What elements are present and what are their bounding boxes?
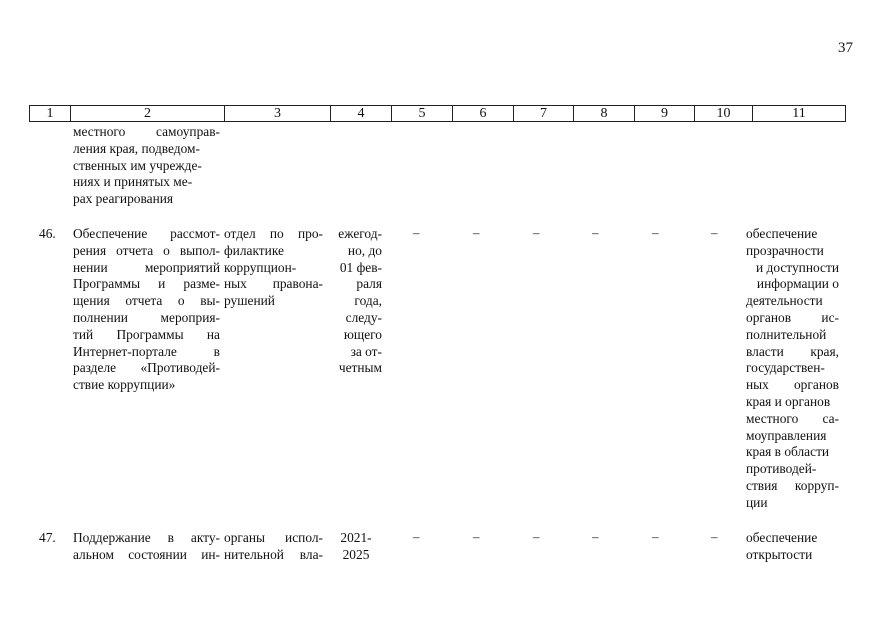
continuation-description	[73, 124, 220, 208]
text-line: моуправления	[746, 427, 827, 443]
text-line: ниях и принятых ме-	[73, 174, 193, 190]
header-col-1: 1	[30, 106, 71, 121]
text-line: ции	[746, 494, 768, 510]
text-line: обеспечение	[746, 530, 818, 545]
row-47-col5-dash: –	[413, 529, 420, 544]
row-47-col10-dash: –	[711, 529, 718, 544]
header-col-8: 8	[574, 106, 635, 121]
text-line: альном состоянии ин-	[73, 546, 220, 562]
header-col-4: 4	[331, 106, 392, 121]
text-line: Интернет-портале в	[73, 343, 220, 359]
text-line: четным	[338, 360, 382, 376]
text-line: ления края, подведом-	[73, 140, 200, 156]
text-line: за от-	[350, 343, 382, 359]
row-46-result	[746, 226, 839, 512]
header-col-6: 6	[453, 106, 514, 121]
text-line: отдел по про-	[224, 226, 323, 241]
text-line: ных органов	[746, 377, 839, 393]
text-line: Программы и разме-	[73, 276, 220, 292]
row-46-col9-dash: –	[652, 225, 659, 240]
row-46-col10-dash: –	[711, 225, 718, 240]
text-line: тий Программы на	[73, 326, 220, 342]
text-line: органов ис-	[746, 309, 839, 325]
row-47-description	[73, 530, 220, 564]
row-46-description	[73, 226, 220, 394]
row-47-col6-dash: –	[473, 529, 480, 544]
row-46-deadline	[326, 226, 382, 377]
text-line: власти края,	[746, 343, 839, 359]
row-46-number: 46.	[39, 226, 56, 241]
header-col-10: 10	[695, 106, 753, 121]
text-line: ствие коррупции»	[73, 377, 176, 393]
header-col-7: 7	[514, 106, 574, 121]
text-line: ственных им учрежде-	[73, 157, 202, 173]
text-line: ных правона-	[224, 276, 323, 292]
row-46-col7-dash: –	[533, 225, 540, 240]
text-line: полнении мероприя-	[73, 309, 220, 325]
text-line: открытости	[746, 546, 813, 562]
text-line: но, до	[347, 242, 382, 258]
text-line: 2021-	[340, 530, 372, 545]
text-line: коррупцион-	[224, 259, 297, 275]
row-47-col8-dash: –	[592, 529, 599, 544]
text-line: и доступности	[756, 259, 839, 275]
text-line: рах реагирования	[73, 191, 174, 207]
row-47-col7-dash: –	[533, 529, 540, 544]
text-line: края и органов	[746, 393, 831, 409]
text-line: нительной вла-	[224, 546, 323, 562]
header-col-2: 2	[71, 106, 225, 121]
text-line: рения отчета о выпол-	[73, 242, 220, 258]
header-col-11: 11	[792, 106, 806, 121]
row-46-col8-dash: –	[592, 225, 599, 240]
row-47-deadline	[326, 530, 386, 564]
header-col-5: 5	[392, 106, 453, 121]
header-col-9: 9	[635, 106, 695, 121]
text-line: филактике	[224, 242, 284, 258]
text-line: разделе «Противодей-	[73, 360, 220, 376]
text-line: щения отчета о вы-	[73, 293, 220, 309]
text-line: раля	[356, 276, 382, 292]
row-46-col5-dash: –	[413, 225, 420, 240]
table-header	[29, 105, 846, 122]
text-line: ющего	[343, 326, 382, 342]
text-line: ежегод-	[338, 226, 382, 241]
text-line: государствен-	[746, 360, 825, 376]
text-line: обеспечение	[746, 226, 818, 241]
text-line: Обеспечение рассмот-	[73, 226, 220, 241]
row-46-responsible	[224, 226, 323, 310]
text-line: прозрачности	[746, 242, 824, 258]
text-line: края в области	[746, 444, 830, 460]
text-line: нении мероприятий	[73, 259, 220, 275]
text-line: местного самоуправ-	[73, 124, 220, 139]
row-46-col6-dash: –	[473, 225, 480, 240]
text-line: противодей-	[746, 461, 817, 477]
text-line: Поддержание в акту-	[73, 530, 220, 545]
row-47-result	[746, 530, 839, 564]
text-line: следу-	[345, 309, 382, 325]
text-line: 2025	[342, 546, 370, 562]
row-47-col9-dash: –	[652, 529, 659, 544]
text-line: рушений	[224, 293, 275, 309]
text-line: местного са-	[746, 410, 839, 426]
text-line: полнительной	[746, 326, 827, 342]
row-47-responsible	[224, 530, 323, 564]
text-line: информации о	[756, 276, 839, 292]
row-47-number: 47.	[39, 530, 56, 545]
text-line: 01 фев-	[339, 259, 382, 275]
header-col-3: 3	[225, 106, 331, 121]
text-line: ствия корруп-	[746, 477, 839, 493]
text-line: деятельности	[746, 293, 823, 309]
text-line: органы испол-	[224, 530, 323, 545]
text-line: года,	[354, 293, 382, 309]
page-number: 37	[838, 40, 853, 56]
